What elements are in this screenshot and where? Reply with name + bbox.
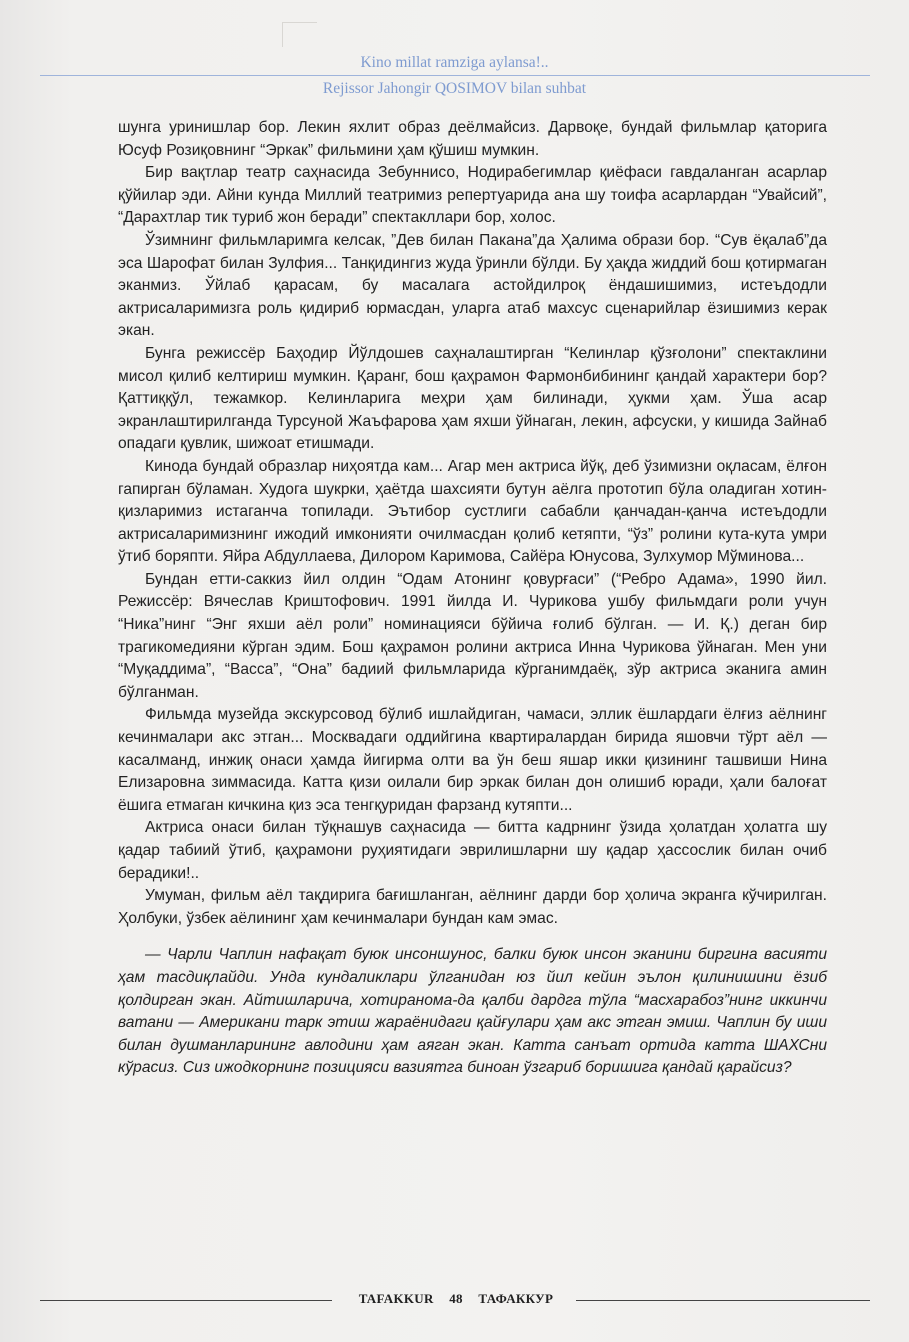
paragraph: Бундан етти-саккиз йил олдин “Одам Атонинг қовурғаси” (“Ребро Адама», 1990 йил. Режиссёр: Вячеслав Криштофович. 1991 йилда И. Чурикова ушбу фильмдаги роли учун “Ника”нинг “Энг яхши аёл роли” номинацияси бўйича ғолиб бўлган. — И. Қ.) деган бир трагикомедияни кўрган эдим. Бош қаҳрамон ролини актриса Инна Чурикова ўйнаган. Мен уни “Муқаддима”, “Васса”, “Она” бадиий фильмларида кўрганимдаёқ, зўр актриса эканига амин бўлганман. [118,570,827,701]
paragraph: Бир вақтлар театр саҳнасида Зебуннисо, Нодирабегимлар қиёфаси гавдаланган асарлар қўйилар эди. Айни кунда Миллий театримиз репертуарида ана шу тоифа асарлардан “Увайсий”, “Дарахтлар тик туриб жон беради” спектакллари бор, холос. [118,164,827,227]
footer-magazine-latin: TAFAKKUR [358,1291,434,1306]
paragraph: Умуман, фильм аёл тақдирига бағишланган, аёлнинг дарди бор ҳолича экранга кўчирилган. Ҳолбуки, ўзбек аёлининг ҳам кечинмалари бундан кам эмас. [118,887,827,927]
paragraph: Актриса онаси билан тўқнашув саҳнасида — битта кадрнинг ўзида ҳолатдан ҳолатга шу қадар табиий ўтиб, қаҳрамони руҳиятидаги эврилишларни шу қадар ҳассослик билан очиб берадики!.. [118,819,827,882]
page-number: 48 [449,1291,463,1306]
corner-mark [282,22,317,47]
page-footer [40,1290,870,1310]
running-header-subtitle: Rejissor Jahongir QOSIMOV bilan suhbat [322,80,587,97]
header-divider [40,75,870,76]
footer-rule-left [40,1300,332,1301]
footer-rule-right [576,1300,870,1301]
paragraph: Фильмда музейда экскурсовод бўлиб ишлайдиган, чамаси, эллик ёшлардаги ёлғиз аёлнинг кечинмалари акс этган... Москвадаги оддийгина квартиралардан бирида яшовчи тўрт аёл — касалманд, инжиқ онаси ҳамда йигирма олти ва ўн беш яшар икки қизининг ташвиши Нина Елизаровна зиммасида. Катта қизи оилали бир эркак билан дон олишиб юради, ҳали балоғат ёшига етмаган кичкина қиз эса тенгқуридан фарзанд кутяпти... [118,706,827,814]
paragraph: Кинода бундай образлар ниҳоятда кам... Агар мен актриса йўқ, деб ўзимизни оқласам, ёлғон гапирган бўламан. Худога шукрки, ҳаётда шахсияти бутун аёлга прототип бўла оладиган хотин-қизларимиз истаганча топилади. Эътибор сустлиги сабабли қанчадан-қанча истеъдодли актрисаларимизнинг ижодий имконияти очилмасдан қолиб кетяпти, “ўз” ролини кута-кута умри ўтиб боряпти. Яйра Абдуллаева, Дилором Каримова, Сайёра Юнусова, Зулхумор Мўминова... [118,457,827,566]
footer-label [340,1291,572,1307]
paragraph: Ўзимнинг фильмларимга келсак, ”Дев билан Пакана”да Ҳалима образи бор. “Сув ёқалаб”да эса Шарофат билан Зулфия... Танқидингиз жуда ўринли бўлди. Бу ҳақда жиддий бош қотирмаган эканмиз. Ўйлаб қарасам, бу масалага астойдилроқ ёндашишимиз, истеъдодли актрисаларимизга роль қидириб юрмасдан, уларга атаб махсус сценарийлар ёзишимиз керак экан. [118,231,827,340]
footer-magazine-cyrillic: ТАФАККУР [478,1291,554,1306]
paragraph: Бунга режиссёр Баҳодир Йўлдошев саҳналаштирган “Келинлар қўзғолони” спектаклини мисол қилиб келтириш мумкин. Қаранг, бош қаҳрамон Фармонбибининг қандай характери бор? Қаттиққўл, тежамкор. Келинларига меҳри ҳам билинади, ҳукми ҳам. Ўша асар экранлаштирилганда Турсуной Жаъфарова ҳам яхши ўйнаган, лекин, афсуски, у кишида Зайнаб опадаги қувлик, шижоат етишмади. [118,344,827,453]
article-body [118,117,827,1080]
interview-question: — Чарли Чаплин нафақат буюк инсоншунос, балки буюк инсон эканини биргина васияти ҳам тасдиқлайди. Унда кундаликлари ўлганидан юз йил кейин эълон қилинишини ёзиб қолдирган экан. Айтишларича, хотиранома-да қалби дардга тўла “масхарабоз”нинг иккинчи ватани — Американи тарк этиш жараёнидаги қайғулари ҳам акс этган эмиш. Чаплин бу иши билан душманларининг авлодини ҳам аяган экан. Катта санъат ортида катта ШАХСни кўрасиз. Сиз ижодкорнинг позицияси вазиятга биноан ўзгариб боришига қандай қарайсиз? [118,946,827,1077]
paragraph: шунга уринишлар бор. Лекин яхлит образ деёлмайсиз. Дарвоқе, бундай фильмлар қаторига Юсуф Розиқовнинг “Эркак” фильмини ҳам қўшиш мумкин. [118,119,827,159]
running-header-title: Kino millat ramziga aylansa!.. [360,54,549,71]
